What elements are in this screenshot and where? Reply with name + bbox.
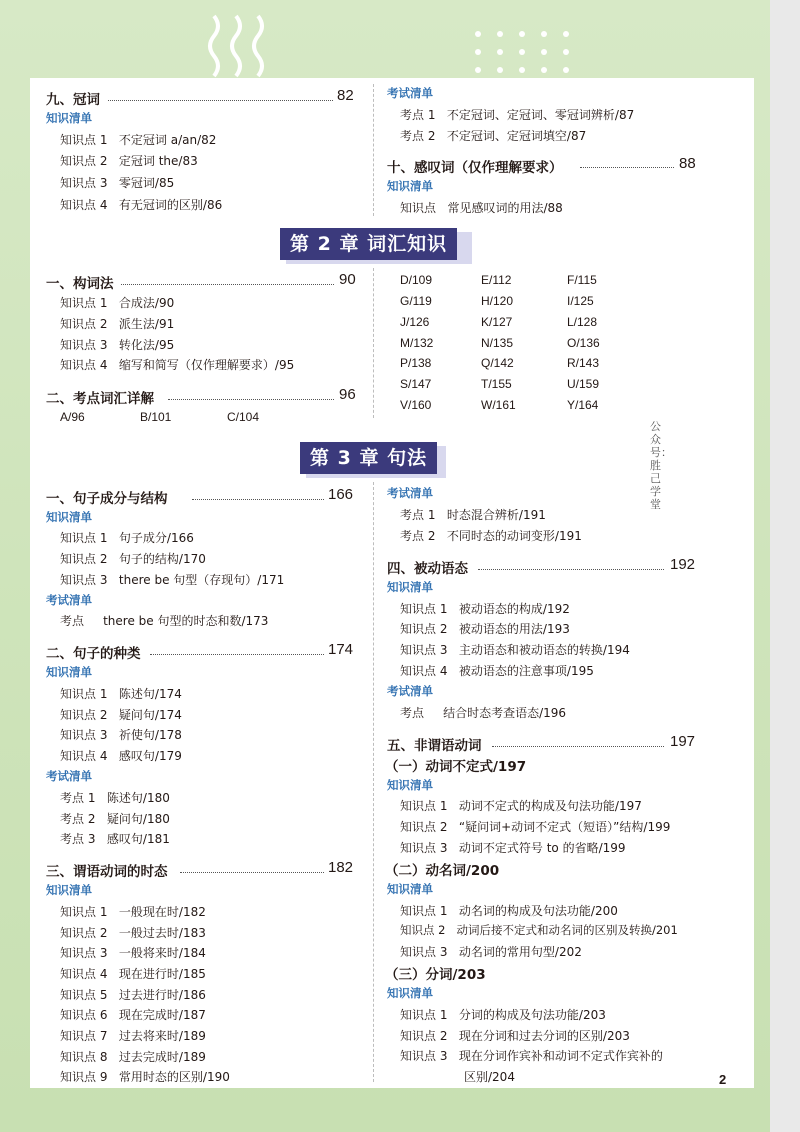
toc-entry [60, 747, 182, 764]
category-label: 考试清单 [46, 593, 92, 607]
entry-text: 转化法/95 [118, 338, 175, 352]
section-page: 174 [328, 641, 354, 658]
entry-key: 考点 [60, 614, 85, 628]
letter-entry: N/135 [481, 336, 514, 350]
entry-text: 一般将来时/184 [118, 946, 206, 960]
entry-text: 被动语态的用法/193 [458, 622, 570, 636]
entry-key: 考点 2 [400, 529, 436, 543]
section-page: 90 [339, 271, 356, 288]
letter-entry: Y/164 [567, 398, 599, 412]
leader-dots [478, 569, 664, 570]
letter-entry: S/147 [400, 377, 432, 391]
entry-text: 祈使句/178 [118, 728, 182, 742]
section-title: 一、构词法 [46, 276, 114, 292]
toc-entry [60, 571, 284, 588]
leader-dots [580, 167, 674, 168]
section-title: 四、被动语态 [387, 561, 468, 577]
toc-entry [60, 529, 194, 546]
category-label: 考试清单 [46, 769, 92, 783]
entry-key: 知识点 2 [400, 923, 446, 937]
leader-dots [192, 499, 324, 500]
entry-key: 知识点 4 [60, 198, 108, 212]
toc-entry [400, 662, 594, 679]
entry-key: 知识点 1 [60, 133, 108, 147]
letter-entry: W/161 [481, 398, 516, 412]
toc-entry [400, 506, 546, 523]
entry-text: 感叹句/181 [106, 832, 170, 846]
subsection-title: （三）分词/203 [385, 967, 486, 983]
category-label: 考试清单 [387, 684, 433, 698]
entry-text: 句子的结构/170 [118, 552, 206, 566]
letter-entry: E/112 [481, 273, 512, 287]
toc-entry [400, 106, 634, 123]
toc-entry [400, 199, 563, 216]
entry-key: 考点 1 [400, 508, 436, 522]
section-page: 88 [679, 155, 696, 172]
column-divider [373, 268, 374, 418]
leader-dots [168, 399, 334, 400]
subsection-title: （一）动词不定式/197 [385, 759, 527, 775]
entry-text: 过去完成时/189 [118, 1050, 206, 1064]
leader-dots [492, 746, 664, 747]
toc-entry [400, 641, 630, 658]
entry-text: 不定冠词 a/an/82 [118, 133, 217, 147]
entry-key: 知识点 2 [60, 552, 108, 566]
toc-entry [400, 839, 626, 856]
entry-text: 一般过去时/183 [118, 926, 206, 940]
entry-text: 现在分词作宾补和动词不定式作宾补的 [458, 1049, 663, 1063]
letter-entry: T/155 [481, 377, 512, 391]
section-page: 82 [337, 87, 354, 104]
entry-key: 知识点 1 [60, 531, 108, 545]
category-label: 知识清单 [46, 111, 92, 125]
category-label: 知识清单 [387, 882, 433, 896]
letter-entry: H/120 [481, 294, 514, 308]
entry-text: 过去将来时/189 [118, 1029, 206, 1043]
entry-text: 缩写和简写（仅作理解要求）/95 [118, 358, 295, 372]
entry-text: 被动语态的注意事项/195 [458, 664, 594, 678]
toc-entry [400, 902, 618, 919]
entry-key: 知识点 5 [60, 988, 108, 1002]
toc-entry [400, 1006, 606, 1023]
entry-key: 知识点 3 [60, 728, 108, 742]
entry-key: 知识点 3 [60, 573, 108, 587]
entry-text: 一般现在时/182 [118, 905, 206, 919]
entry-key: 知识点 1 [60, 687, 108, 701]
entry-key: 考点 1 [60, 791, 96, 805]
entry-key: 知识点 1 [400, 602, 448, 616]
entry-text: 疑问句/174 [118, 708, 182, 722]
toc-entry [60, 685, 182, 702]
entry-key: 知识点 3 [400, 643, 448, 657]
section-title: 一、句子成分与结构 [46, 491, 168, 507]
letter-entry: V/160 [400, 398, 432, 412]
entry-key: 知识点 1 [400, 799, 448, 813]
entry-text: 陈述句/180 [106, 791, 170, 805]
letter-entry: L/128 [567, 315, 598, 329]
entry-text: 定冠词 the/83 [118, 154, 198, 168]
entry-text: “疑问词+动词不定式（短语）”结构/199 [458, 820, 671, 834]
entry-text: 常用时态的区别/190 [118, 1070, 230, 1084]
entry-text: 陈述句/174 [118, 687, 182, 701]
entry-key: 考点 [400, 706, 425, 720]
entry-text: 合成法/90 [118, 296, 175, 310]
entry-text: there be 句型的时态和数/173 [103, 614, 269, 628]
toc-entry [60, 986, 206, 1003]
section-title: 二、考点词汇详解 [46, 391, 154, 407]
page-edge [770, 0, 800, 1132]
toc-entry [60, 1006, 206, 1023]
letter-entry: B/101 [140, 410, 172, 424]
entry-key: 知识点 4 [60, 358, 108, 372]
entry-text: 动词不定式的构成及句法功能/197 [458, 799, 642, 813]
section-title: 十、感叹词（仅作理解要求） [387, 160, 563, 176]
entry-text: 现在完成时/187 [118, 1008, 206, 1022]
entry-key: 知识点 3 [400, 841, 448, 855]
entry-text: 动词后接不定式和动名词的区别及转换/201 [456, 923, 678, 937]
entry-key: 知识点 3 [60, 946, 108, 960]
toc-entry [60, 965, 206, 982]
toc-entry [60, 903, 206, 920]
entry-text: 常见感叹词的用法/88 [447, 201, 563, 215]
entry-key: 知识点 2 [400, 622, 448, 636]
entry-text: 现在进行时/185 [118, 967, 206, 981]
toc-entry [60, 789, 170, 806]
entry-text: 不定冠词、定冠词、零冠词辨析/87 [446, 108, 635, 122]
toc-entry [60, 196, 222, 213]
entry-key: 知识点 [400, 201, 437, 215]
toc-entry [60, 174, 174, 191]
entry-key: 知识点 4 [60, 749, 108, 763]
toc-entry [400, 1047, 663, 1064]
section-title: 五、非谓语动词 [387, 738, 482, 754]
entry-key: 知识点 2 [60, 154, 108, 168]
entry-text: 时态混合辨析/191 [446, 508, 546, 522]
section-title: 三、谓语动词的时态 [46, 864, 168, 880]
entry-key: 知识点 2 [60, 317, 108, 331]
letter-entry: J/126 [400, 315, 430, 329]
toc-entry [60, 315, 174, 332]
entry-text: 分词的构成及句法功能/203 [458, 1008, 606, 1022]
category-label: 知识清单 [387, 580, 433, 594]
section-title: 二、句子的种类 [46, 646, 141, 662]
entry-key: 知识点 3 [60, 338, 108, 352]
entry-text: 有无冠词的区别/86 [118, 198, 223, 212]
column-divider [373, 482, 374, 1082]
column-divider [373, 84, 374, 216]
toc-entry [60, 810, 170, 827]
entry-key: 知识点 3 [400, 945, 448, 959]
letter-entry: A/96 [60, 410, 85, 424]
entry-key: 知识点 2 [400, 820, 448, 834]
toc-entry [60, 1068, 230, 1085]
entry-key: 知识点 7 [60, 1029, 108, 1043]
section-title: 九、冠词 [46, 92, 100, 108]
toc-entry [60, 550, 206, 567]
toc-entry [60, 294, 174, 311]
entry-key: 知识点 1 [60, 296, 108, 310]
leader-dots [121, 284, 334, 285]
category-label: 知识清单 [387, 778, 433, 792]
category-label: 知识清单 [387, 986, 433, 1000]
toc-entry [60, 1048, 206, 1065]
chapter-banner: 第 2 章 词汇知识 [280, 228, 457, 260]
letter-entry: Q/142 [481, 356, 514, 370]
toc-entry [60, 131, 216, 148]
section-page: 96 [339, 386, 356, 403]
entry-text: 现在分词和过去分词的区别/203 [458, 1029, 630, 1043]
letter-entry: P/138 [400, 356, 432, 370]
entry-text: 结合时态考查语态/196 [443, 706, 567, 720]
entry-key: 知识点 4 [400, 664, 448, 678]
entry-text: 不定冠词、定冠词填空/87 [446, 129, 587, 143]
entry-text: 零冠词/85 [118, 176, 175, 190]
dots-decoration [470, 26, 580, 76]
entry-key: 知识点 2 [400, 1029, 448, 1043]
leader-dots [180, 872, 324, 873]
toc-entry [60, 1027, 206, 1044]
subsection-title: （二）动名词/200 [385, 863, 500, 879]
letter-entry: F/115 [567, 273, 597, 287]
entry-key: 知识点 3 [60, 176, 108, 190]
entry-key: 考点 2 [60, 812, 96, 826]
category-label: 知识清单 [46, 665, 92, 679]
entry-key: 考点 3 [60, 832, 96, 846]
entry-key: 知识点 8 [60, 1050, 108, 1064]
entry-text: 句子成分/166 [118, 531, 194, 545]
toc-entry [60, 356, 294, 373]
leader-dots [108, 100, 333, 101]
page-number: 2 [719, 1072, 727, 1087]
entry-key: 知识点 1 [400, 904, 448, 918]
entry-text: 感叹句/179 [118, 749, 182, 763]
entry-text: 动名词的常用句型/202 [458, 945, 582, 959]
category-label: 知识清单 [46, 510, 92, 524]
toc-entry [400, 127, 586, 144]
toc-entry [60, 924, 206, 941]
entry-key: 知识点 2 [60, 926, 108, 940]
letter-entry: R/143 [567, 356, 600, 370]
letter-entry: D/109 [400, 273, 433, 287]
toc-entry [400, 797, 642, 814]
letter-entry: U/159 [567, 377, 600, 391]
toc-entry [400, 818, 670, 835]
toc-entry [400, 943, 582, 960]
entry-text: 疑问句/180 [106, 812, 170, 826]
entry-key: 知识点 1 [400, 1008, 448, 1022]
entry-text: 主动语态和被动语态的转换/194 [458, 643, 630, 657]
entry-key: 知识点 9 [60, 1070, 108, 1084]
toc-entry [400, 620, 570, 637]
entry-key: 知识点 4 [60, 967, 108, 981]
toc-entry [400, 1027, 630, 1044]
category-label: 考试清单 [387, 86, 433, 100]
toc-entry-continued: 区别/204 [464, 1070, 515, 1084]
chapter-banner: 第 3 章 句法 [300, 442, 437, 474]
toc-entry [60, 152, 198, 169]
publisher-stamp: 公众号：胜己学堂 [650, 420, 672, 511]
entry-text: 动名词的构成及句法功能/200 [458, 904, 618, 918]
letter-entry: M/132 [400, 336, 434, 350]
category-label: 知识清单 [46, 883, 92, 897]
letter-entry: G/119 [400, 294, 432, 308]
entry-key: 知识点 3 [400, 1049, 448, 1063]
entry-text: 过去进行时/186 [118, 988, 206, 1002]
leader-dots [150, 654, 324, 655]
entry-key: 知识点 6 [60, 1008, 108, 1022]
entry-text: 动词不定式符号 to 的省略/199 [458, 841, 626, 855]
section-page: 192 [670, 556, 696, 573]
section-page: 182 [328, 859, 354, 876]
category-label: 考试清单 [387, 486, 433, 500]
letter-entry: K/127 [481, 315, 513, 329]
toc-entry [400, 704, 566, 721]
letter-entry: O/136 [567, 336, 600, 350]
entry-text: 派生法/91 [118, 317, 175, 331]
wave-decoration [206, 14, 296, 78]
entry-text: 被动语态的构成/192 [458, 602, 570, 616]
toc-entry [60, 336, 174, 353]
toc-entry [60, 726, 182, 743]
entry-text: there be 句型（存现句）/171 [118, 573, 285, 587]
entry-key: 知识点 2 [60, 708, 108, 722]
entry-key: 知识点 1 [60, 905, 108, 919]
letter-entry: C/104 [227, 410, 260, 424]
toc-entry [60, 830, 170, 847]
category-label: 知识清单 [387, 179, 433, 193]
entry-text: 不同时态的动词变形/191 [446, 529, 582, 543]
toc-entry [400, 527, 582, 544]
toc-entry [60, 944, 206, 961]
entry-key: 考点 2 [400, 129, 436, 143]
entry-key: 考点 1 [400, 108, 436, 122]
toc-entry [400, 922, 678, 938]
toc-entry [60, 612, 268, 629]
toc-entry [400, 600, 570, 617]
section-page: 166 [328, 486, 354, 503]
toc-entry [60, 706, 182, 723]
section-page: 197 [670, 733, 696, 750]
letter-entry: I/125 [567, 294, 594, 308]
